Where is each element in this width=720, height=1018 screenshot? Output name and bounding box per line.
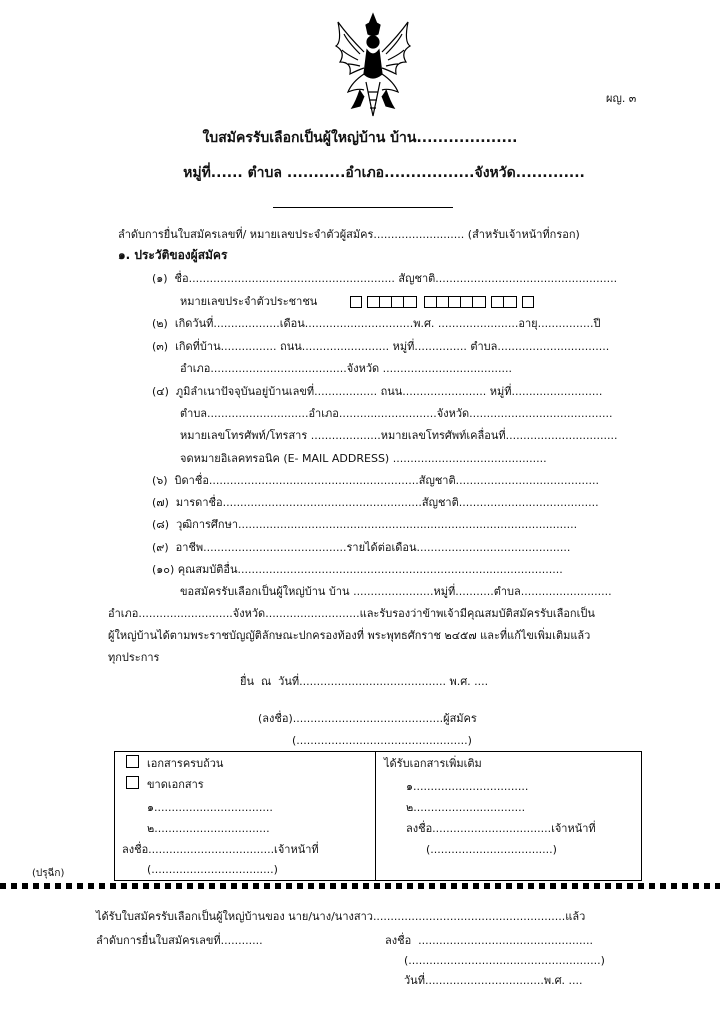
garuda-emblem-icon [330,12,416,122]
missing-item-1: ๑.................................. [147,801,273,814]
complete-label: เอกสารครบถ้วน [147,757,224,770]
line-birthplace-district: อำเภอ.......................................จังหวัด ..................................... [180,362,513,375]
officer-name-left: (...................................) [147,863,278,876]
missing-label: ขาดเอกสาร [147,778,204,791]
form-title: ใบสมัครรับเลือกเป็นผู้ใหญ่บ้าน บ้าน................... [202,130,518,146]
tear-line [0,883,720,889]
officer-name-right: (...................................) [426,843,557,856]
line-mother: (๗) มารดาชื่อ.........................................................สัญชาติ........................................ [152,496,599,509]
submit-date: ยื่น ณ วันที่.......................................... พ.ศ. .... [240,675,489,688]
additional-item-2: ๒................................ [406,801,526,814]
line-birthplace: (๓) เกิดที่บ้าน................ ถนน......................... หมู่ที่............... ตำบล................................ [152,340,610,353]
para-line-2: ผู้ใหญ่บ้านได้ตามพระราชบัญญัติลักษณะปกครองท้องที่ พระพุทธศักราช ๒๔๕๗ และที่แก้ไขเพิ่มเติมแล้ว [108,629,591,642]
line-education: (๘) วุฒิการศึกษา................................................................................................. [152,518,578,531]
line-apply: ขอสมัครรับเลือกเป็นผู้ใหญ่บ้าน บ้าน .......................หมู่ที่...........ตำบล.......................... [180,585,612,598]
missing-item-2: ๒................................. [147,822,270,835]
applicant-name-paren: (.................................................) [292,734,472,747]
receipt-order: ลำดับการยื่นใบสมัครเลขที่............ [96,934,263,947]
line-name: (๑) ชื่อ........................................................... สัญชาติ.................................................... [152,272,618,285]
complete-checkbox[interactable] [126,755,139,768]
additional-item-1: ๑................................. [406,780,529,793]
additional-docs-heading: ได้รับเอกสารเพิ่มเติม [384,757,482,770]
line-occupation: (๙) อาชีพ.........................................รายได้ต่อเดือน............................................ [152,541,571,554]
id-label: หมายเลขประจำตัวประชาชน [180,295,318,308]
officer-signature-right: ลงชื่อ..................................เจ้าหน้าที่ [406,822,596,835]
section-heading: ๑. ประวัติของผู้สมัคร [118,248,228,262]
tear-label: (ปรุฉีก) [32,868,65,879]
para-line-3: ทุกประการ [108,651,160,664]
officer-box-divider [375,751,376,880]
receipt-name-paren: (.......................................................) [404,954,605,967]
title-divider [273,207,453,208]
officer-box [114,751,642,881]
line-phone: หมายเลขโทรศัพท์/โทรสาร ....................หมายเลขโทรศัพท์เคลื่อนที่................................ [180,429,618,442]
form-code: ผญ. ๓ [606,92,637,105]
id-box-5[interactable] [522,296,534,308]
para-line-1: อำเภอ...........................จังหวัด...........................และรับรองว่าข้าพเจ้ามีคุณสมบัติสมัครรับเลือกเป็น [108,607,595,620]
line-other-qualifications: (๑๐) คุณสมบัติอื่น............................................................................................. [152,563,563,576]
receipt-date: วันที่..................................พ.ศ. .... [404,974,583,987]
line-address-district: ตำบล.............................อำเภอ............................จังหวัด......................................... [180,407,613,420]
officer-signature-left: ลงชื่อ....................................เจ้าหน้าที่ [122,843,319,856]
id-box-3[interactable] [424,296,486,308]
id-box-2[interactable] [367,296,417,308]
id-box-1[interactable] [350,296,362,308]
receipt-line: ได้รับใบสมัครรับเลือกเป็นผู้ใหญ่บ้านของ นาย/นาง/นางสาว.......................................................แล้ว [96,910,586,923]
order-line: ลำดับการยื่นใบสมัครเลขที่/ หมายเลขประจำตัวผู้สมัคร.......................... (สำหรับเจ้าหน้าที่กรอก) [118,228,580,241]
line-father: (๖) บิดาชื่อ............................................................สัญชาติ......................................... [152,474,599,487]
line-email: จดหมายอิเลคทรอนิค (E- MAIL ADDRESS) ............................................ [180,452,547,465]
applicant-signature: (ลงชื่อ)...........................................ผู้สมัคร [258,712,477,725]
id-box-4[interactable] [491,296,517,308]
form-subtitle: หมู่ที่...... ตำบล ...........อำเภอ.................จังหวัด............. [183,165,585,181]
line-birthdate: (๒) เกิดวันที่...................เดือน...............................พ.ศ. .......................อายุ................ปี [152,317,601,330]
line-address: (๔) ภูมิลำเนาปัจจุบันอยู่บ้านเลขที่.................. ถนน........................ หมู่ที่.......................... [152,385,603,398]
receipt-signature: ลงชื่อ .................................................. [385,934,594,947]
missing-checkbox[interactable] [126,776,139,789]
